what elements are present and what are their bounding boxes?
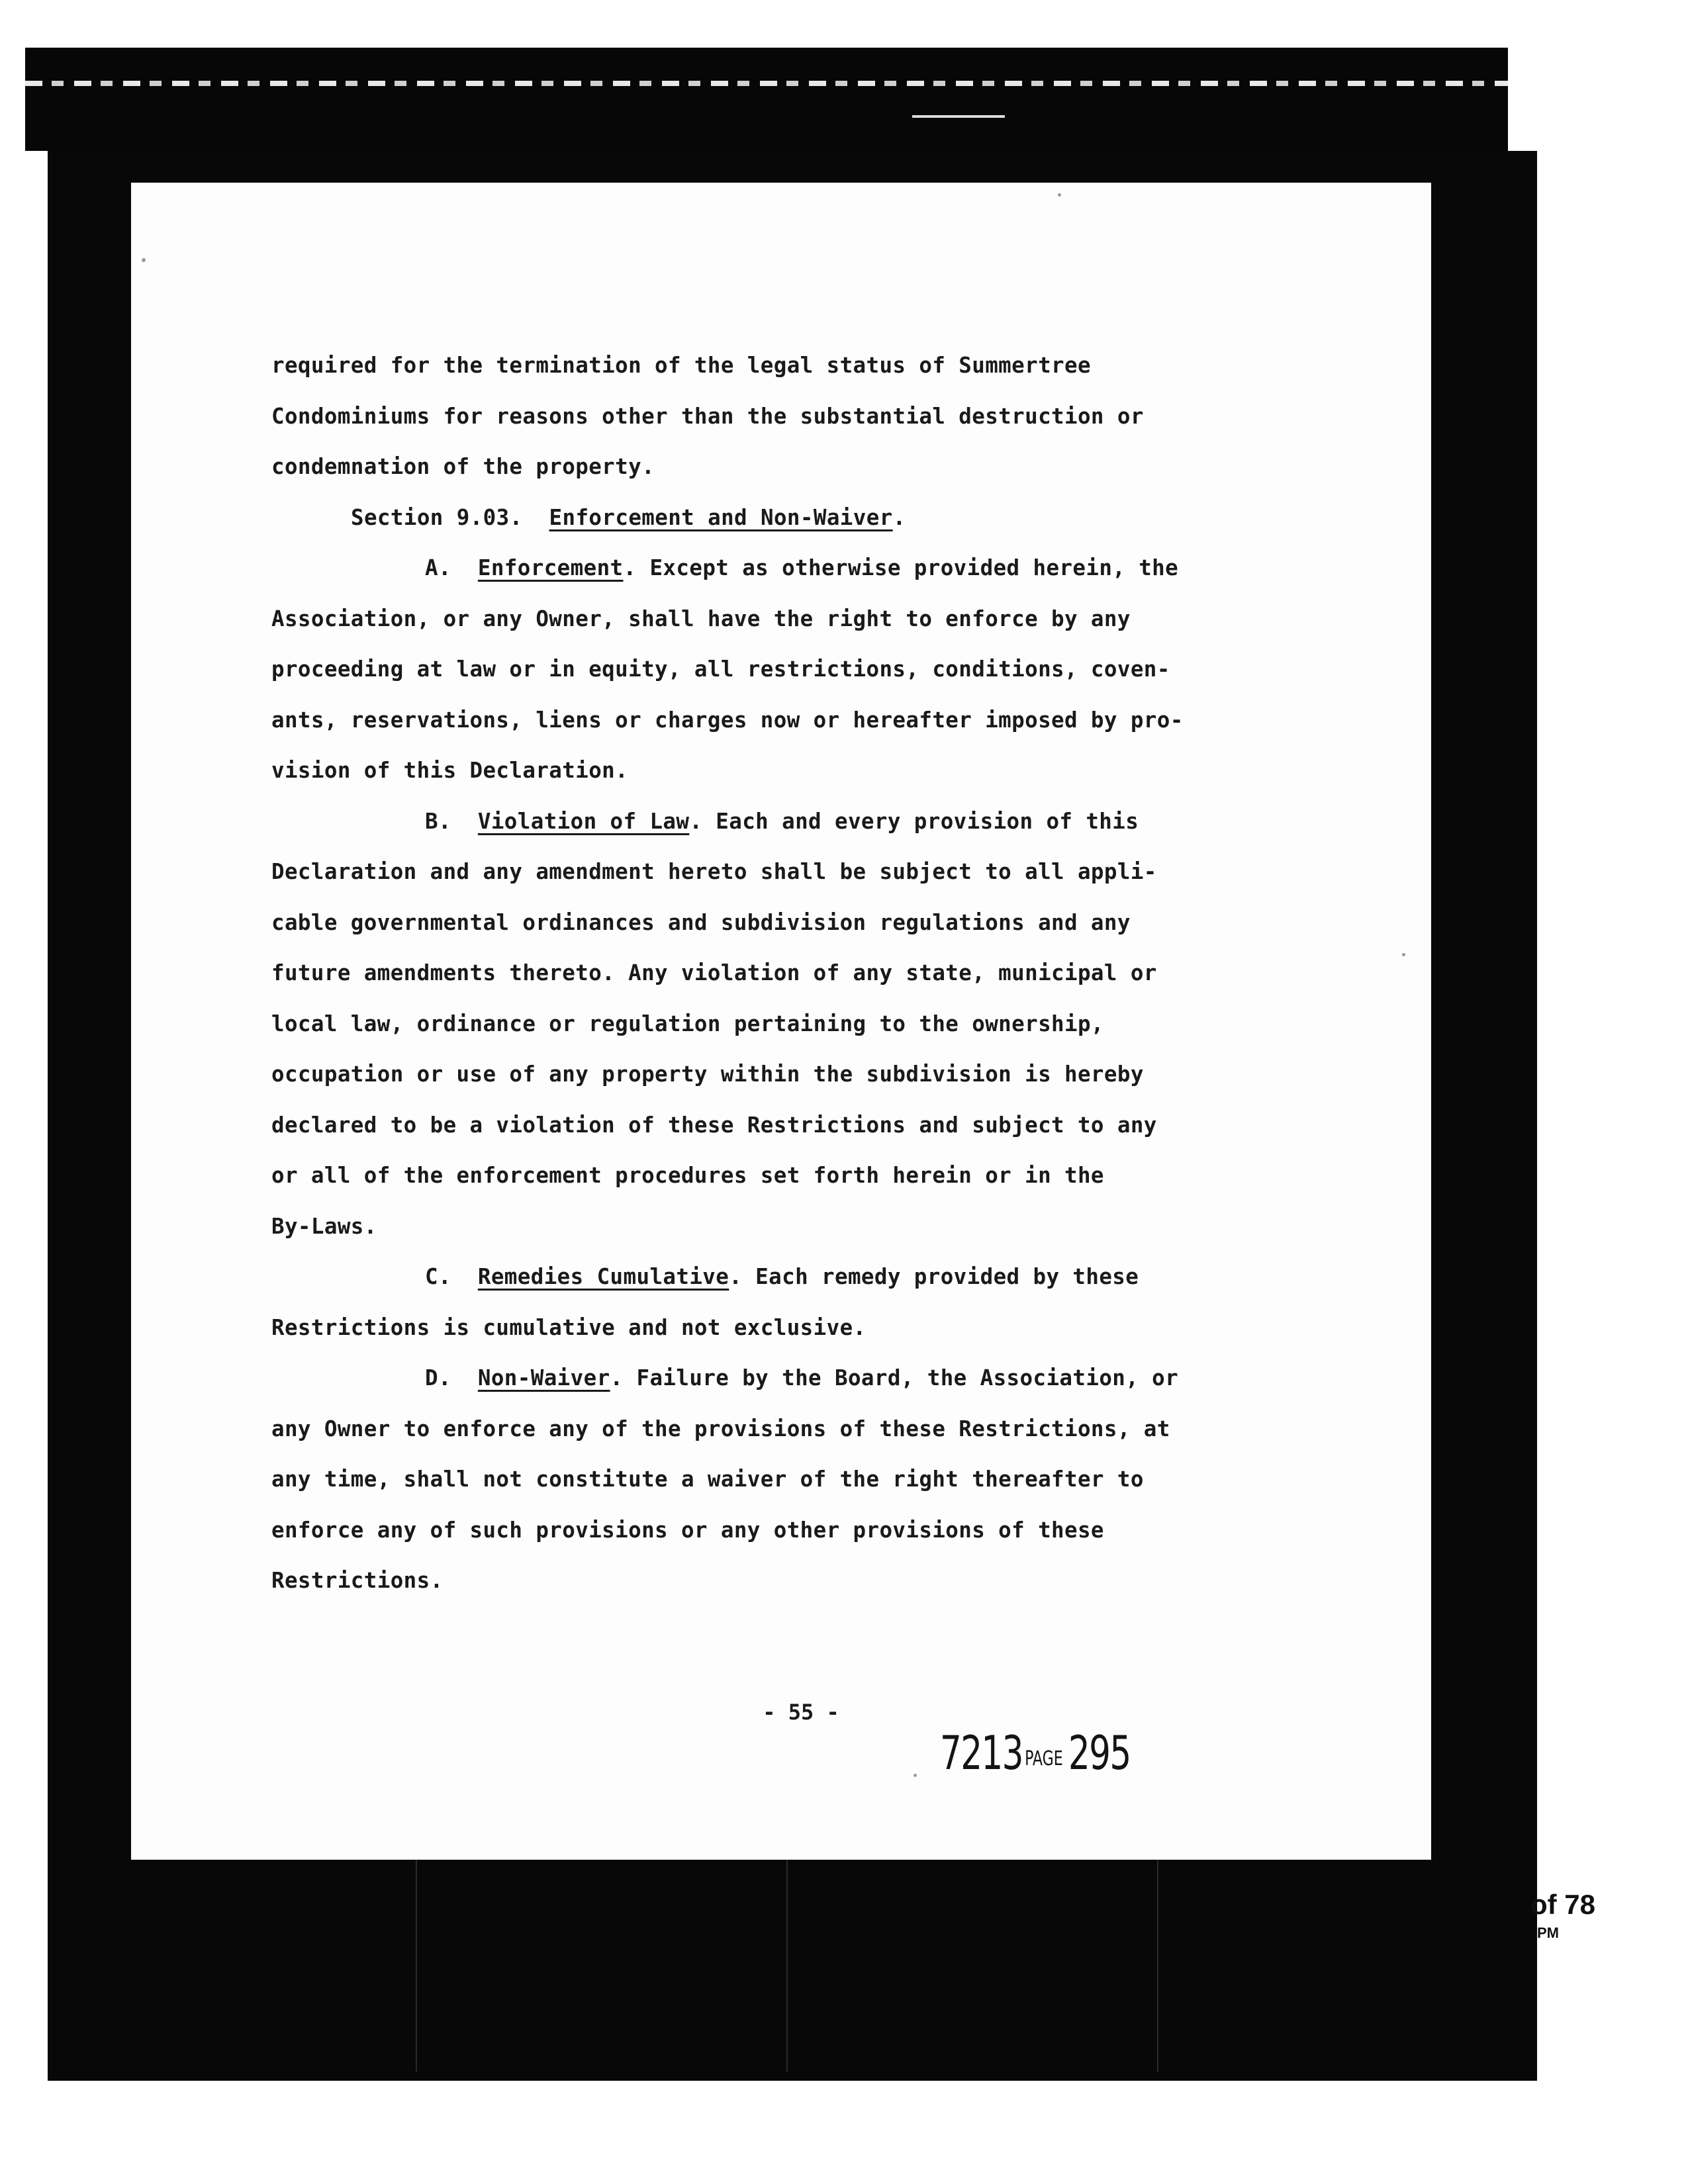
text-line: required for the termination of the legal status of Summertree <box>271 353 1091 378</box>
paragraph-first-line: . Each remedy provided by these <box>729 1264 1139 1289</box>
text-line: local law, ordinance or regulation pertaining to the ownership, <box>271 1011 1104 1036</box>
scan-speck <box>914 1774 917 1777</box>
text-line: declared to be a violation of these Restrictions and subject to any <box>271 1112 1157 1138</box>
scan-noise-mark <box>912 115 1005 118</box>
text-line: Restrictions is cumulative and not exclusive. <box>271 1314 867 1340</box>
recording-stamp <box>940 1726 1131 1780</box>
paragraph-title: Enforcement <box>477 555 624 580</box>
paragraph-first-line: . Failure by the Board, the Association, or <box>610 1365 1179 1390</box>
text-line: any Owner to enforce any of the provisions of these Restrictions, at <box>271 1416 1170 1441</box>
paragraph-label: B. <box>425 808 451 834</box>
text-line: enforce any of such provisions or any other provisions of these <box>271 1517 1104 1543</box>
text-line: vision of this Declaration. <box>271 758 629 783</box>
section-heading <box>271 492 1344 543</box>
paragraph-title: Violation of Law <box>477 808 690 834</box>
scan-divider <box>416 1853 417 2071</box>
text-line: condemnation of the property. <box>271 454 655 479</box>
section-number: Section 9.03. <box>351 504 523 530</box>
text-line: Condominiums for reasons other than the substantial destruction or <box>271 403 1144 429</box>
paragraph-label: D. <box>425 1365 451 1390</box>
text-line: By-Laws. <box>271 1213 377 1239</box>
paragraph-b-heading <box>271 796 1344 847</box>
paragraph-a-heading <box>271 543 1344 594</box>
stamp-page-label: PAGE <box>1025 1747 1063 1770</box>
text-line: proceeding at law or in equity, all restrictions, conditions, coven- <box>271 657 1170 682</box>
scan-speck <box>1058 193 1061 197</box>
scan-divider <box>1157 1853 1158 2071</box>
scan-speck <box>142 258 146 262</box>
section-title: Enforcement and Non-Waiver <box>549 504 893 530</box>
paragraph-first-line: . Except as otherwise provided herein, the <box>623 555 1179 580</box>
text-line: Declaration and any amendment hereto shall be subject to all appli- <box>271 859 1157 884</box>
scan-divider <box>786 1853 788 2071</box>
paragraph-title: Remedies Cumulative <box>477 1264 729 1289</box>
paragraph-label: A. <box>425 555 451 580</box>
text-line: Association, or any Owner, shall have the right to enforce by any <box>271 606 1131 631</box>
paragraph-label: C. <box>425 1264 451 1289</box>
text-line: any time, shall not constitute a waiver of the right thereafter to <box>271 1467 1144 1492</box>
viewer-page-count: of 78 <box>1530 1889 1596 1920</box>
paragraph-first-line: . Each and every provision of this <box>689 808 1139 834</box>
stamp-book: 7213 <box>940 1726 1023 1780</box>
document-body <box>271 340 1344 1606</box>
section-heading-period: . <box>892 504 906 530</box>
paragraph-title: Non-Waiver <box>477 1365 610 1390</box>
page-number: - 55 - <box>763 1700 839 1725</box>
text-line: cable governmental ordinances and subdivision regulations and any <box>271 909 1131 935</box>
text-line: or all of the enforcement procedures set forth herein or in the <box>271 1163 1104 1188</box>
text-line: future amendments thereto. Any violation of any state, municipal or <box>271 960 1157 985</box>
stamp-page: 295 <box>1068 1726 1131 1780</box>
text-line: Restrictions. <box>271 1568 444 1593</box>
viewer-time-suffix: PM <box>1537 1925 1559 1941</box>
scan-edge <box>48 151 1537 164</box>
scan-speck <box>1402 953 1405 956</box>
text-line: occupation or use of any property within the subdivision is hereby <box>271 1062 1144 1087</box>
paragraph-c-heading <box>271 1251 1344 1302</box>
text-line: ants, reservations, liens or charges now or hereafter imposed by pro- <box>271 707 1184 733</box>
paragraph-d-heading <box>271 1353 1344 1404</box>
scan-right-border <box>1443 151 1523 2081</box>
scan-top-border <box>25 48 1508 151</box>
scan-noise-stripe <box>25 81 1508 86</box>
